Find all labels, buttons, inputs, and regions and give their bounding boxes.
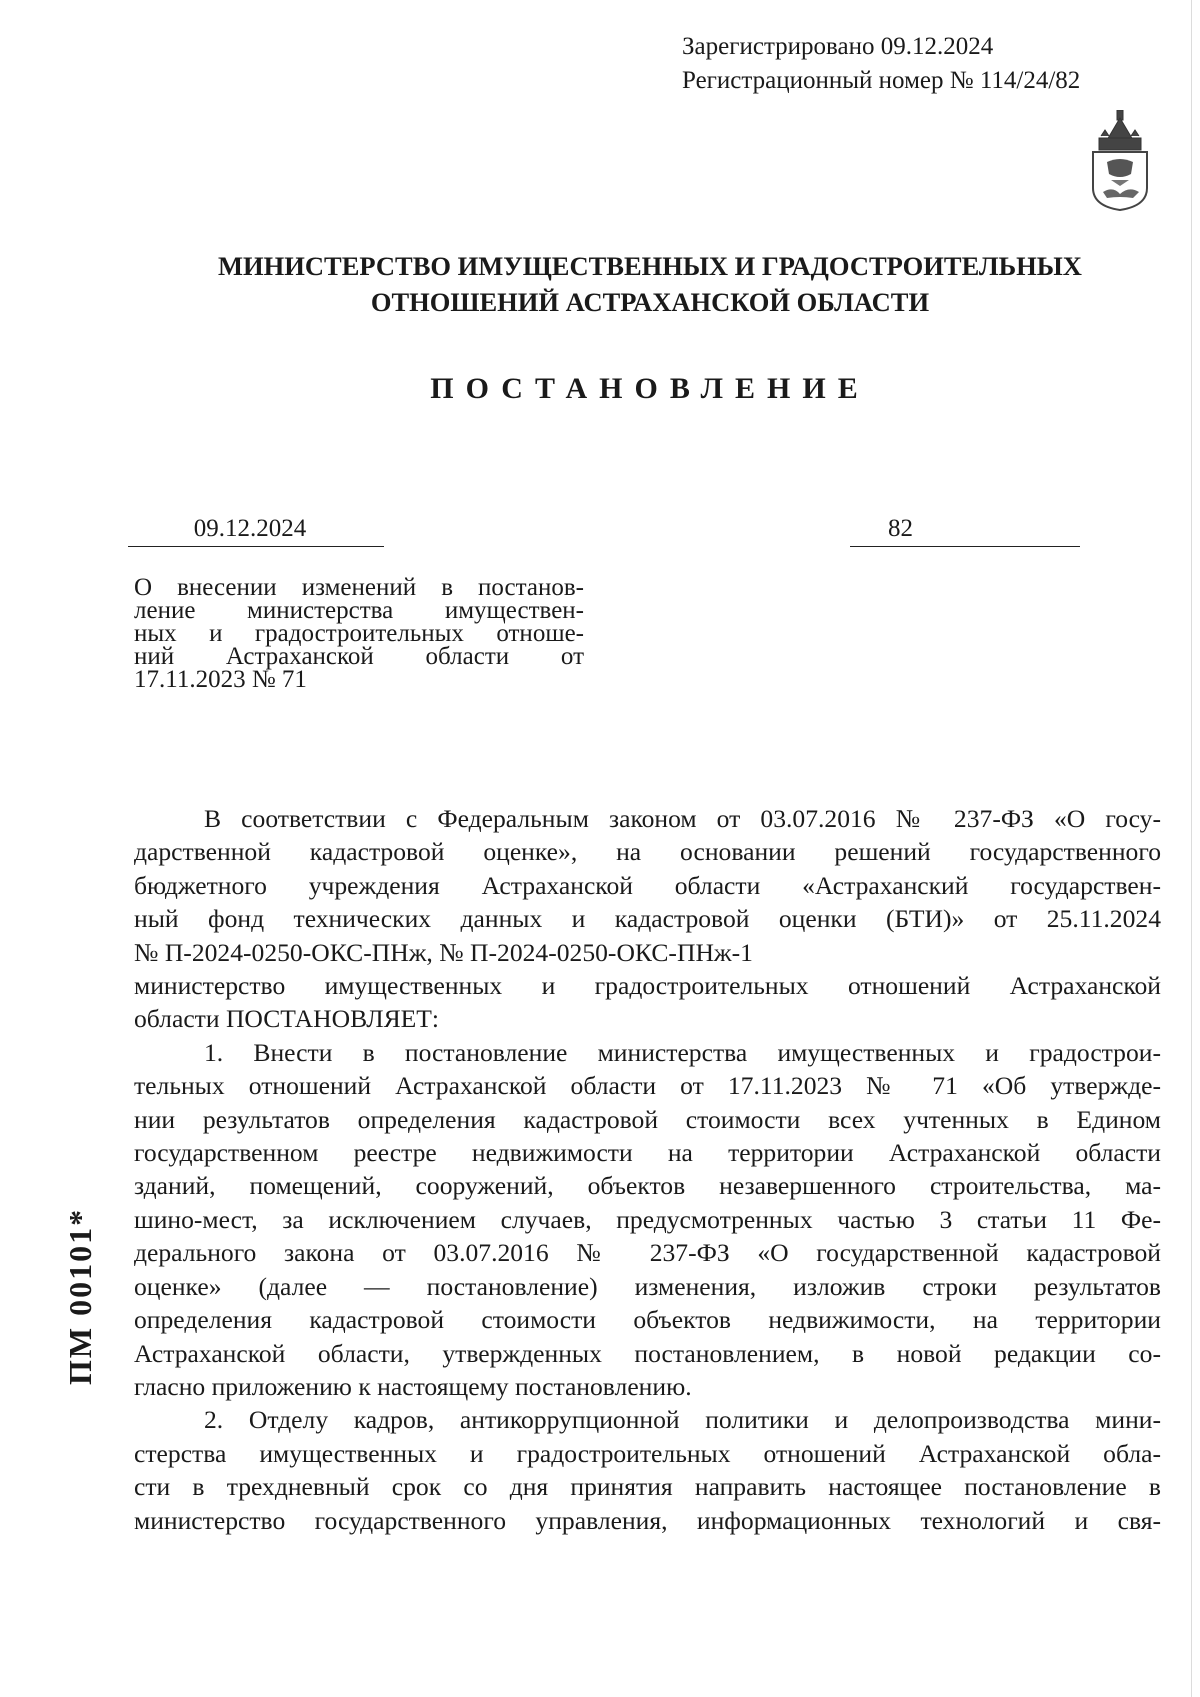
subject-line: ление министерства имуществен- xyxy=(134,597,584,624)
ministry-name-line2: ОТНОШЕНИЙ АСТРАХАНСКОЙ ОБЛАСТИ xyxy=(370,287,930,317)
document-number-field xyxy=(850,513,1080,547)
subject-line: ний Астраханской области от xyxy=(134,643,584,670)
document-subject xyxy=(134,576,584,691)
body-line: 1. Внести в постановление министерства имущественных и градострои- xyxy=(204,1037,1161,1067)
body-line: определения кадастровой стоимости объектов недвижимости, на территории xyxy=(134,1305,1161,1335)
body-line: 2. Отделу кадров, антикоррупционной политики и делопроизводства мини- xyxy=(204,1405,1161,1435)
body-line: оценке» (далее — постановление) изменения, изложив строки результатов xyxy=(134,1271,1161,1301)
subject-line: 17.11.2023 № 71 xyxy=(134,666,307,693)
body-line: министерство имущественных и градостроительных отношений Астраханской xyxy=(134,971,1161,1001)
body-line: В соответствии с Федеральным законом от 03.07.2016 № 237-ФЗ «О госу- xyxy=(204,804,1161,833)
scan-edge-line xyxy=(1191,0,1192,1697)
registration-block xyxy=(682,30,1182,98)
body-line: Астраханской области, утвержденных постановлением, в новой редакции со- xyxy=(134,1338,1161,1368)
ministry-name-line1: МИНИСТЕРСТВО ИМУЩЕСТВЕННЫХ И ГРАДОСТРОИТЕЛЬНЫХ xyxy=(218,251,1082,281)
body-line: области ПОСТАНОВЛЯЕТ: xyxy=(134,1004,440,1034)
body-line: государственном реестре недвижимости на территории Астраханской области xyxy=(134,1138,1161,1168)
body-line: нии результатов определения кадастровой стоимости всех учтенных в Едином xyxy=(134,1104,1161,1134)
body-line: гласно приложению к настоящему постановлению. xyxy=(134,1371,692,1401)
subject-line: О внесении изменений в постанов- xyxy=(134,574,584,601)
body-line: бюджетного учреждения Астраханской области «Астраханский государствен- xyxy=(134,870,1161,900)
registration-number: Регистрационный номер № 114/24/82 xyxy=(682,67,1081,94)
subject-line: ных и градостроительных отноше- xyxy=(134,620,584,647)
document-date-field xyxy=(128,513,384,547)
body-line: сти в трехдневный срок со дня принятия направить настоящее постановление в xyxy=(134,1472,1161,1502)
body-line: зданий, помещений, сооружений, объектов незавершенного строительства, ма- xyxy=(134,1171,1161,1201)
registration-date: Зарегистрировано 09.12.2024 xyxy=(682,33,994,60)
document-body xyxy=(134,802,1161,1537)
document-type-title: ПОСТАНОВЛЕНИЕ xyxy=(430,372,870,405)
ministry-name xyxy=(100,248,1200,320)
document-number: 82 xyxy=(888,515,913,542)
body-line: тельных отношений Астраханской области от 17.11.2023 № 71 «Об утвержде- xyxy=(134,1071,1161,1101)
body-line: ный фонд технических данных и кадастровой оценки (БТИ)» от 25.11.2024 xyxy=(134,904,1161,934)
side-stamp-code: ПМ 00101* xyxy=(62,1207,98,1385)
astrakhan-coat-of-arms-icon xyxy=(1085,110,1155,212)
body-line: № П-2024-0250-ОКС-ПНж, № П-2024-0250-ОКС-ПНж-1 xyxy=(134,937,753,967)
body-line: дарственной кадастровой оценке», на основании решений государственного xyxy=(134,837,1161,867)
body-line: стерства имущественных и градостроительных отношений Астраханской обла- xyxy=(134,1438,1161,1468)
document-date: 09.12.2024 xyxy=(193,515,307,542)
body-line: шино-мест, за исключением случаев, предусмотренных частью 3 статьи 11 Фе- xyxy=(134,1204,1161,1234)
body-line: дерального закона от 03.07.2016 № 237-ФЗ «О государственной кадастровой xyxy=(134,1238,1161,1268)
body-line: министерство государственного управления, информационных технологий и свя- xyxy=(134,1505,1161,1535)
